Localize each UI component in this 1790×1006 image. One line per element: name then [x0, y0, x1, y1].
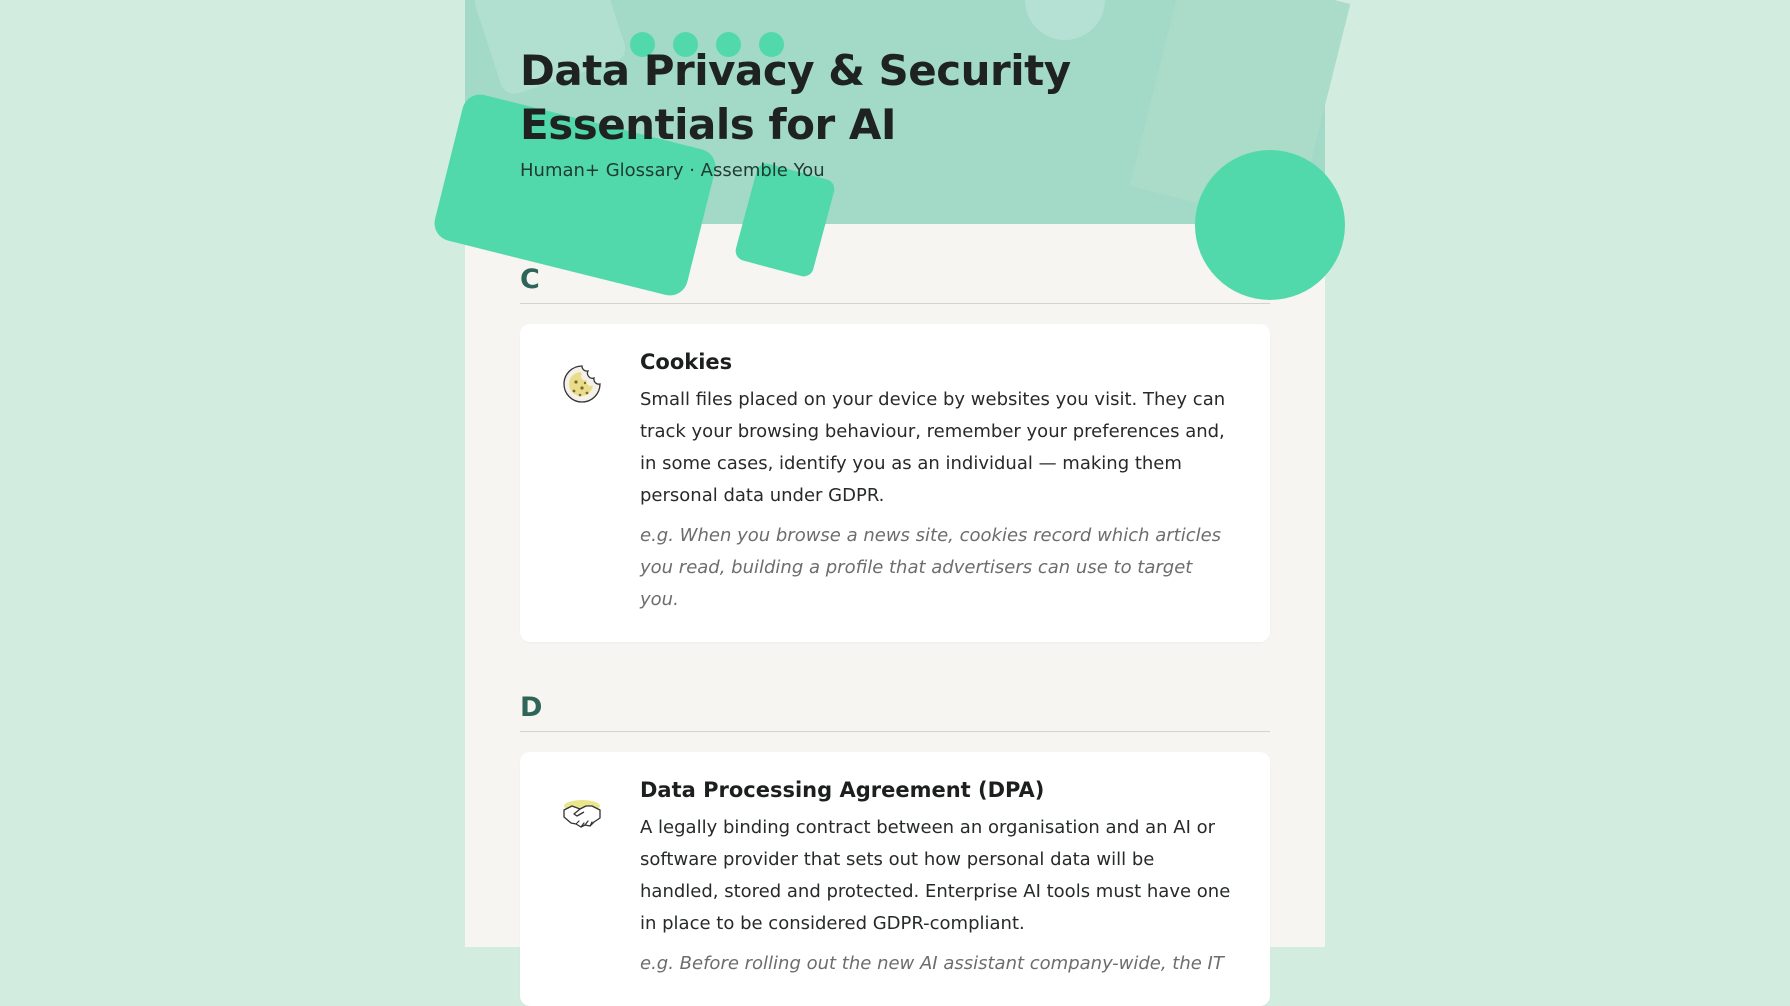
glossary-example: e.g. Before rolling out the new AI assistant company-wide, the IT — [640, 953, 1224, 974]
hero-banner — [465, 0, 1325, 224]
glossary-term: Cookies — [640, 350, 733, 374]
section-letter: D — [520, 692, 1270, 732]
glossary-term: Data Processing Agreement (DPA) — [640, 778, 1045, 802]
cookie-icon — [560, 362, 604, 406]
glossary-example: e.g. When you browse a news site, cookies record which articles you read, building a profile that advertisers can use to target you. — [640, 525, 1222, 610]
handshake-icon — [560, 790, 604, 834]
glossary-section-d — [520, 692, 1270, 1006]
page-title: Data Privacy & Security Essentials for AI — [520, 46, 1071, 149]
decorative-shape — [1195, 150, 1345, 300]
glossary-definition: A legally binding contract between an organisation and an AI or software provider that sets out how personal data will be handled, stored and protected. Enterprise AI tools must have one in place to be considered GDPR-compliant. — [640, 817, 1231, 934]
glossary-definition: Small files placed on your device by websites you visit. They can track your browsing behaviour, remember your preferences and, in some cases, identify you as an individual — making them personal data under GDPR. — [640, 389, 1226, 506]
section-letter: C — [520, 264, 1270, 304]
page-subtitle: Human+ Glossary · Assemble You — [520, 160, 825, 181]
glossary-card-cookies — [520, 324, 1270, 642]
glossary-section-c — [520, 264, 1270, 642]
glossary-content — [465, 224, 1325, 1006]
glossary-page — [465, 0, 1325, 974]
decorative-shape — [1025, 0, 1105, 40]
glossary-card-dpa — [520, 752, 1270, 1006]
